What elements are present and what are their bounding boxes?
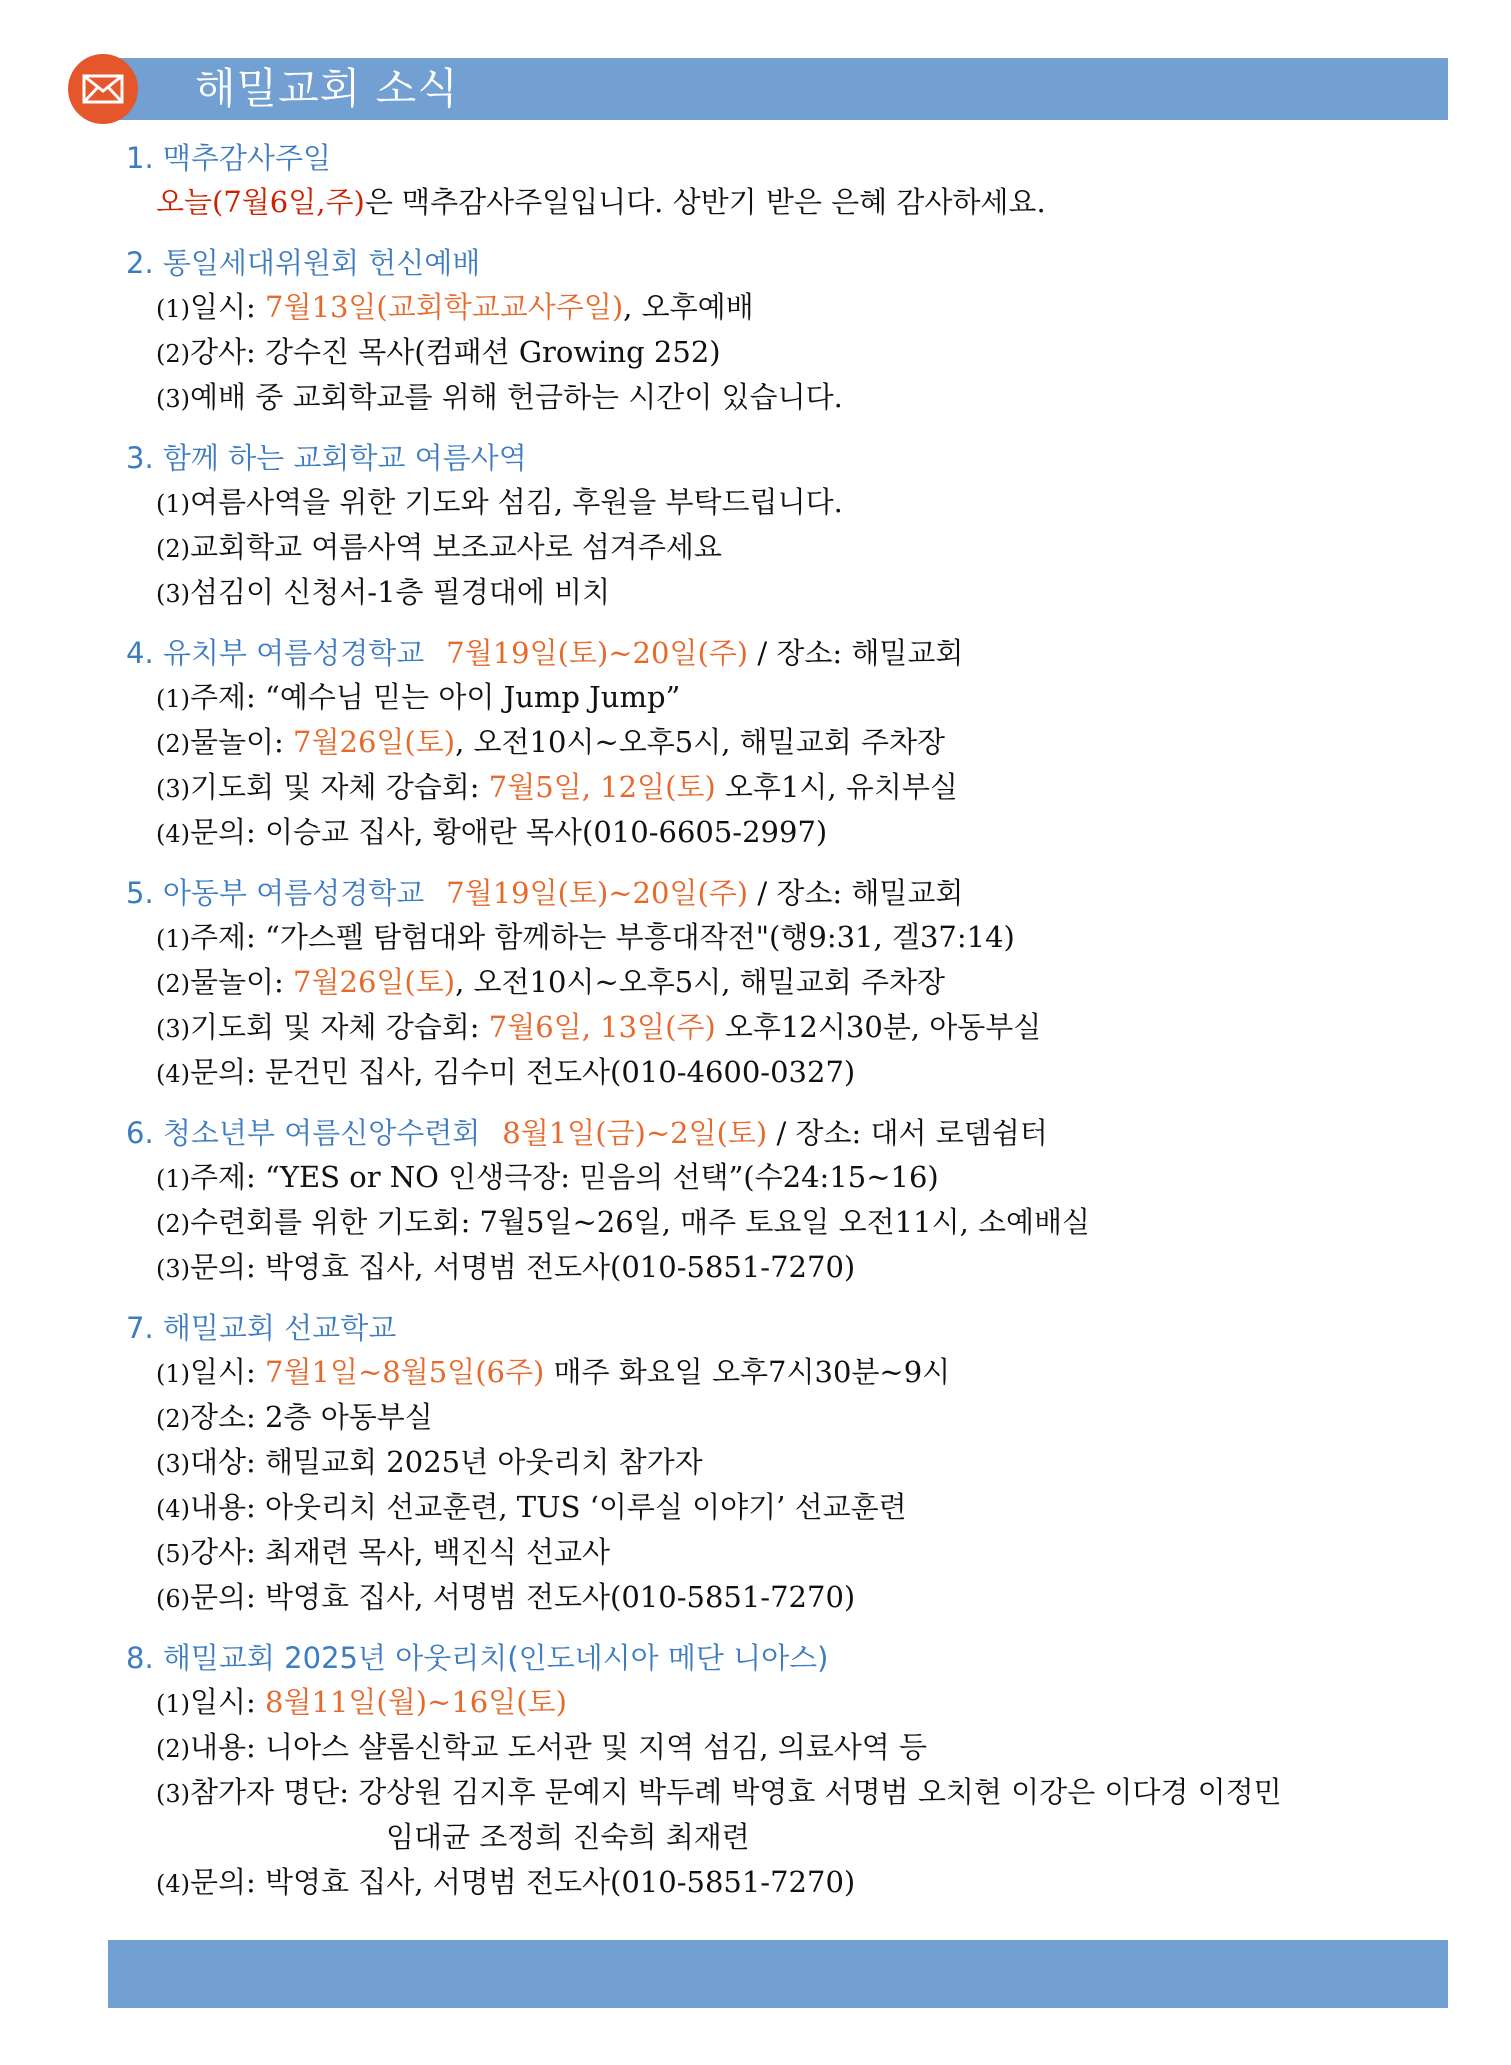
item-number: (4)	[156, 1060, 190, 1088]
section-title-text: 6. 청소년부 여름신앙수련회	[126, 1116, 481, 1150]
list-item	[126, 330, 1436, 375]
list-item	[126, 480, 1436, 525]
section-title: 1. 맥추감사주일	[126, 141, 331, 175]
item-number: (4)	[156, 1870, 190, 1898]
event-date: 7월19일(토)~20일(주)	[446, 876, 749, 910]
list-item	[126, 915, 1436, 960]
section-2	[126, 241, 1436, 420]
list-item	[126, 1050, 1436, 1095]
item-number: (3)	[156, 580, 190, 608]
item-number: (4)	[156, 1495, 190, 1523]
news-content	[126, 136, 1436, 1921]
event-location: / 장소: 해밀교회	[748, 636, 964, 670]
item-text: , 오전10시~오후5시, 해밀교회 주차장	[455, 965, 945, 999]
item-number: (1)	[156, 1690, 190, 1718]
item-number: (2)	[156, 535, 190, 563]
list-item-continuation	[126, 1815, 1436, 1860]
item-text: 물놀이:	[190, 725, 294, 759]
section-4	[126, 631, 1436, 855]
section-title	[126, 1111, 1436, 1155]
list-item	[126, 180, 1436, 225]
item-number: (3)	[156, 385, 190, 413]
list-item	[126, 1770, 1436, 1815]
list-item	[126, 1245, 1436, 1290]
item-text: 교회학교 여름사역 보조교사로 섬겨주세요	[190, 530, 722, 564]
highlight-text: 7월6일, 13일(주)	[488, 1010, 716, 1044]
event-location: / 장소: 해밀교회	[748, 876, 964, 910]
list-item	[126, 1440, 1436, 1485]
section-6	[126, 1111, 1436, 1290]
footer-bar	[108, 1940, 1448, 2008]
list-item	[126, 1155, 1436, 1200]
item-text: 매주 화요일 오후7시30분~9시	[544, 1355, 951, 1389]
item-text: 문의: 박영효 집사, 서명범 전도사(010-5851-7270)	[190, 1865, 856, 1899]
list-item	[126, 1575, 1436, 1620]
section-title: 3. 함께 하는 교회학교 여름사역	[126, 441, 527, 475]
item-text: 주제: “가스펠 탐험대와 함께하는 부흥대작전"(행9:31, 겔37:14)	[190, 920, 1015, 954]
event-date: 8월1일(금)~2일(토)	[502, 1116, 768, 1150]
item-text: 일시:	[190, 1355, 266, 1389]
list-item	[126, 1395, 1436, 1440]
section-title: 2. 통일세대위원회 헌신예배	[126, 246, 481, 280]
item-text: 내용: 아웃리치 선교훈련, TUS ‘이루실 이야기’ 선교훈련	[190, 1490, 907, 1524]
item-number: (3)	[156, 1450, 190, 1478]
item-text: 강사: 최재련 목사, 백진식 선교사	[190, 1535, 611, 1569]
item-number: (2)	[156, 340, 190, 368]
highlight-text: 7월26일(토)	[293, 965, 456, 999]
item-text: 수련회를 위한 기도회: 7월5일~26일, 매주 토요일 오전11시, 소예배실	[190, 1205, 1091, 1239]
section-1	[126, 136, 1436, 225]
list-item	[126, 1005, 1436, 1050]
item-text: 섬김이 신청서-1층 필경대에 비치	[190, 575, 611, 609]
item-number: (2)	[156, 1210, 190, 1238]
section-3	[126, 436, 1436, 615]
item-text: 주제: “YES or NO 인생극장: 믿음의 선택”(수24:15~16)	[190, 1160, 939, 1194]
list-item	[126, 765, 1436, 810]
highlight-text: 7월26일(토)	[293, 725, 456, 759]
highlight-text: 7월5일, 12일(토)	[488, 770, 716, 804]
list-item	[126, 1725, 1436, 1770]
item-text: 문의: 문건민 집사, 김수미 전도사(010-4600-0327)	[190, 1055, 856, 1089]
item-text: 임대균 조정희 진숙희 최재련	[386, 1820, 750, 1854]
list-item	[126, 570, 1436, 615]
item-text: 일시:	[190, 1685, 266, 1719]
item-text: 물놀이:	[190, 965, 294, 999]
item-number: (3)	[156, 1255, 190, 1283]
list-item	[126, 1350, 1436, 1395]
highlight-text: 8월11일(월)~16일(토)	[265, 1685, 567, 1719]
list-item	[126, 675, 1436, 720]
item-number: (1)	[156, 1360, 190, 1388]
item-number: (1)	[156, 925, 190, 953]
item-text: , 오전10시~오후5시, 해밀교회 주차장	[455, 725, 945, 759]
item-text: 은 맥추감사주일입니다. 상반기 받은 은혜 감사하세요.	[364, 185, 1046, 219]
item-text: 일시:	[190, 290, 266, 324]
event-location: / 장소: 대서 로뎀쉼터	[767, 1116, 1048, 1150]
item-number: (1)	[156, 685, 190, 713]
item-number: (2)	[156, 1405, 190, 1433]
section-title: 8. 해밀교회 2025년 아웃리치(인도네시아 메단 니아스)	[126, 1641, 829, 1675]
item-number: (1)	[156, 1165, 190, 1193]
event-date: 7월19일(토)~20일(주)	[446, 636, 749, 670]
list-item	[126, 1530, 1436, 1575]
list-item	[126, 960, 1436, 1005]
item-number: (3)	[156, 1015, 190, 1043]
item-number: (1)	[156, 295, 190, 323]
item-text: 주제: “예수님 믿는 아이 Jump Jump”	[190, 680, 681, 714]
section-title: 7. 해밀교회 선교학교	[126, 1311, 397, 1345]
item-text: 오후12시30분, 아동부실	[715, 1010, 1042, 1044]
highlight-text: 7월1일~8월5일(6주)	[265, 1355, 545, 1389]
item-text: 오후1시, 유치부실	[715, 770, 958, 804]
section-8	[126, 1636, 1436, 1905]
section-title-text: 5. 아동부 여름성경학교	[126, 876, 425, 910]
item-number: (4)	[156, 820, 190, 848]
item-text: 예배 중 교회학교를 위해 헌금하는 시간이 있습니다.	[190, 380, 843, 414]
section-7	[126, 1306, 1436, 1620]
list-item	[126, 1485, 1436, 1530]
page-title: 해밀교회 소식	[195, 64, 459, 113]
list-item	[126, 1860, 1436, 1905]
section-title	[126, 871, 1436, 915]
list-item	[126, 1680, 1436, 1725]
item-number: (3)	[156, 775, 190, 803]
list-item	[126, 810, 1436, 855]
item-number: (2)	[156, 970, 190, 998]
list-item	[126, 720, 1436, 765]
item-number: (5)	[156, 1540, 190, 1568]
item-number: (2)	[156, 1735, 190, 1763]
item-text: 문의: 박영효 집사, 서명범 전도사(010-5851-7270)	[190, 1580, 856, 1614]
item-number: (3)	[156, 1780, 190, 1808]
item-text: 내용: 니아스 샬롬신학교 도서관 및 지역 섬김, 의료사역 등	[190, 1730, 928, 1764]
item-text: 문의: 박영효 집사, 서명범 전도사(010-5851-7270)	[190, 1250, 856, 1284]
item-text: 기도회 및 자체 강습회:	[190, 770, 489, 804]
item-text: 문의: 이승교 집사, 황애란 목사(010-6605-2997)	[190, 815, 828, 849]
list-item	[126, 375, 1436, 420]
item-text: 여름사역을 위한 기도와 섬김, 후원을 부탁드립니다.	[190, 485, 843, 519]
item-text: 참가자 명단: 강상원 김지후 문예지 박두례 박영효 서명범 오치현 이강은 이다경 이정민	[190, 1775, 1282, 1809]
item-number: (1)	[156, 490, 190, 518]
item-number: (2)	[156, 730, 190, 758]
section-title-text: 4. 유치부 여름성경학교	[126, 636, 425, 670]
mail-icon	[68, 54, 138, 124]
item-text: , 오후예배	[623, 290, 754, 324]
list-item	[126, 1200, 1436, 1245]
section-title	[126, 631, 1436, 675]
item-text: 기도회 및 자체 강습회:	[190, 1010, 489, 1044]
item-text: 장소: 2층 아동부실	[190, 1400, 433, 1434]
highlight-text: 오늘(7월6일,주)	[156, 185, 365, 219]
highlight-text: 7월13일(교회학교교사주일)	[265, 290, 624, 324]
item-text: 대상: 해밀교회 2025년 아웃리치 참가자	[190, 1445, 703, 1479]
item-number: (6)	[156, 1585, 190, 1613]
list-item	[126, 525, 1436, 570]
item-text: 강사: 강수진 목사(컴패션 Growing 252)	[190, 335, 721, 369]
list-item	[126, 285, 1436, 330]
section-5	[126, 871, 1436, 1095]
